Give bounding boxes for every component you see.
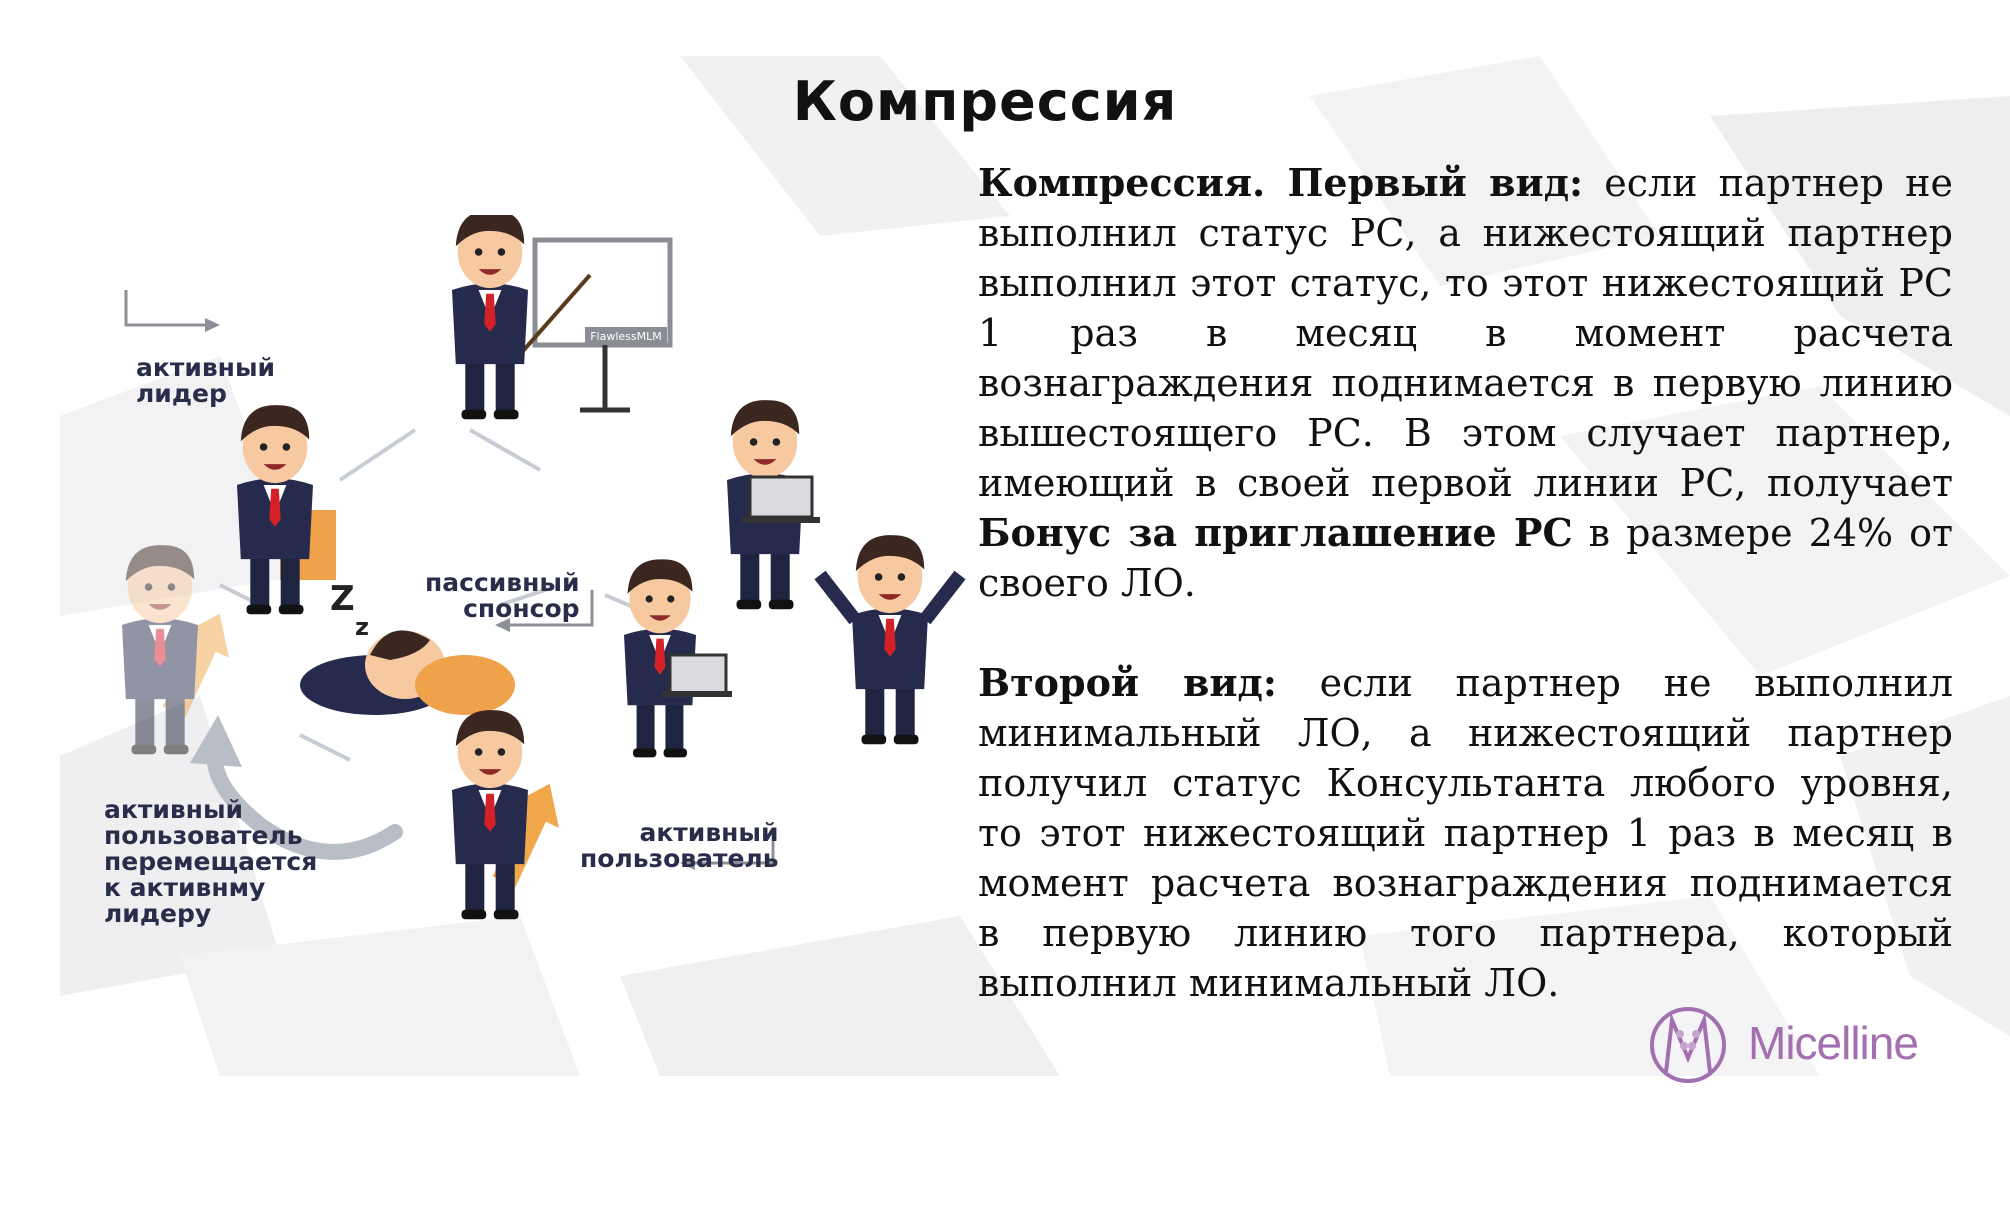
laptop-figure-right	[727, 400, 820, 609]
bonus-highlight: Бонус за приглашение РС	[978, 510, 1573, 555]
label-active-leader: активный лидер	[136, 353, 276, 408]
label-passive-sponsor: пассивный спонсор	[425, 568, 580, 623]
first-type-text-b: в размере 24% от своего ЛО.	[978, 511, 1953, 605]
body-text	[978, 158, 1953, 1008]
laptop-figure-middle	[624, 559, 732, 757]
paragraph-first-type	[978, 158, 1953, 608]
svg-text:z: z	[355, 613, 369, 641]
paragraph-second-type	[978, 658, 1953, 1008]
logo-wordmark: Micelline	[1748, 1017, 1918, 1069]
label-active-user: активный пользователь	[580, 818, 779, 873]
board-caption: FlawlessMLM	[590, 330, 662, 343]
label-user-moves: активный пользователь перемещается к активнму лидеру	[104, 795, 318, 928]
jumping-figure	[820, 535, 960, 744]
active-user-figure	[452, 710, 574, 919]
second-type-heading: Второй вид:	[978, 660, 1277, 705]
svg-text:Z: Z	[330, 579, 355, 619]
first-type-text-a: если партнер не выполнил статус РС, а нижестоящий партнер выполнил этот статус, то этот нижестоящий РС 1 раз в месяц в момент расчета вознаграждения поднимается в первую линию вышестоящего РС. В этом случает партнер, имеющий в своей первой линии РС, получает	[978, 161, 1953, 505]
faded-user-figure	[122, 545, 244, 754]
second-type-text: если партнер не выполнил минимальный ЛО, а нижестоящий партнер получил статус Консультанта любого уровня, то этот нижестоящий партнер 1 раз в месяц в момент расчета вознаграждения поднимается в первую линию того партнера, который выполнил минимальный ЛО.	[978, 661, 1953, 1005]
first-type-heading: Компрессия. Первый вид:	[978, 160, 1584, 205]
active-leader-figure	[237, 405, 336, 614]
slide-title: Компрессия	[792, 70, 1178, 133]
presenter-figure	[452, 215, 670, 419]
compression-illustration	[70, 215, 990, 955]
